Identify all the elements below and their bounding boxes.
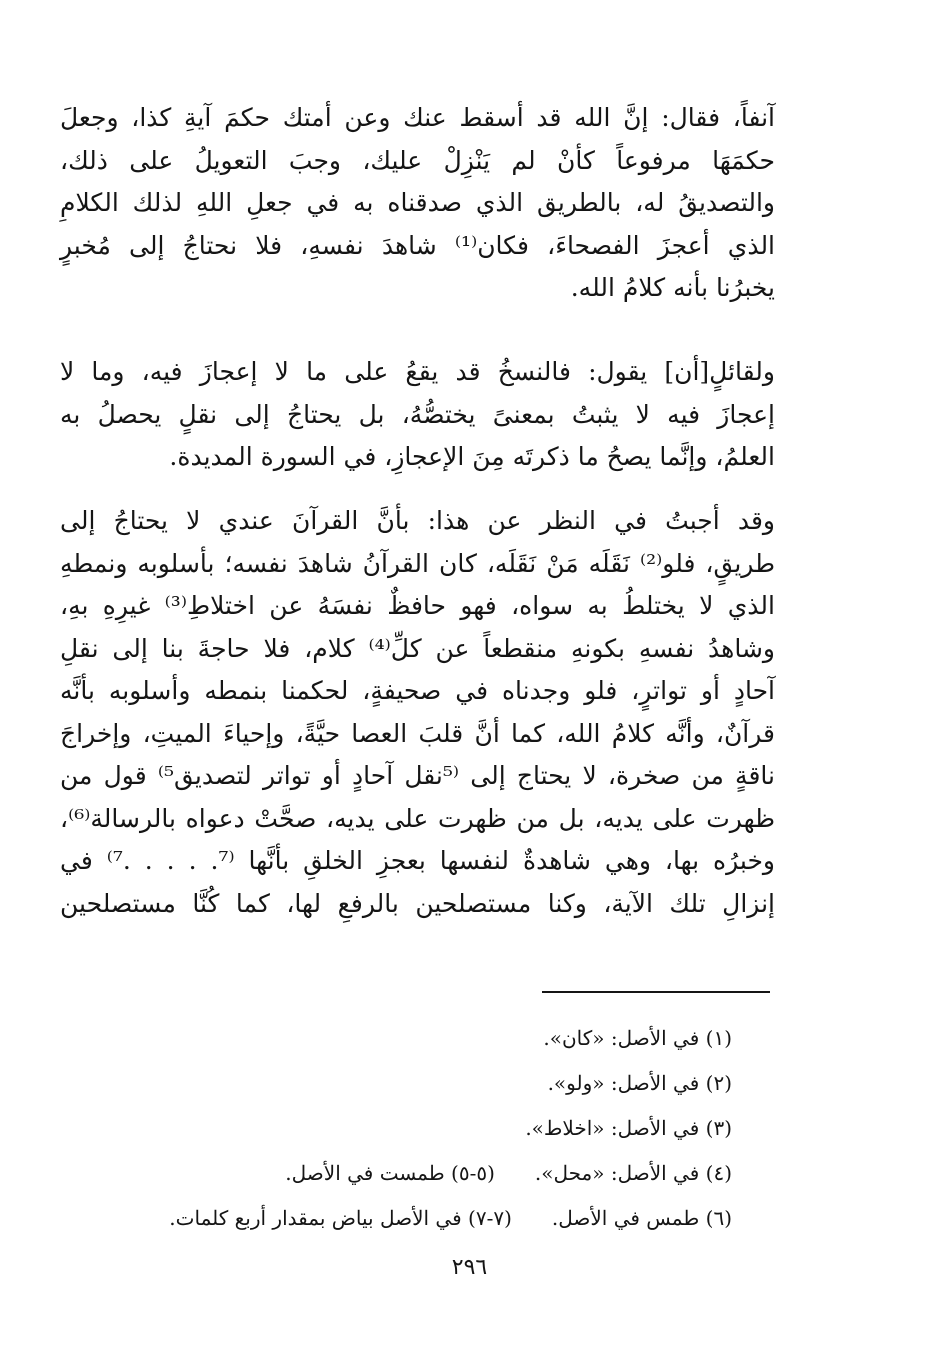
page-number: ٢٩٦	[451, 1255, 488, 1280]
text-line: طريقٍ، فلو⁽²⁾ نَقَلَه مَنْ نَقَلَه، كان القرآنُ شاهدَ نفسه؛ بأسلوبه ونمطهِ	[60, 548, 776, 578]
paragraph-3	[60, 500, 775, 925]
text-line: وشاهدُ نفسهِ بكونهِ منقطعاً عن كلِّ⁽⁴⁾ كلام، فلا حاجةَ بنا إلى نقلِ	[60, 633, 775, 663]
text-line: الذي لا يختلطُ به سواه، فهو حافظٌ نفسَهُ عن اختلاطِ⁽³⁾ غيرِهِ بهِ،	[60, 591, 775, 620]
footnote: (٦) طمس في الأصل.	[551, 1206, 732, 1230]
footnote: (٥-٥) طمست في الأصل.	[285, 1161, 495, 1185]
footnote-gap	[495, 1151, 535, 1196]
text-line: ناقةٍ من صخرة، لا يحتاج إلى ⁽⁵نقل آحادٍ أو تواتر لتصديق⁵⁾ قول من	[60, 761, 775, 790]
footnote-separator	[542, 991, 770, 993]
footnote-row	[60, 1016, 732, 1061]
text-line: آنفاً، فقال: إنَّ الله قد أسقط عنك وعن أمتك حكمَ آيةِ كذا، وجعلَ	[60, 103, 775, 132]
footnote-row	[60, 1106, 732, 1151]
footnote: (١) في الأصل: «كان».	[543, 1026, 732, 1050]
paragraph-1	[60, 97, 775, 310]
text-line: حكمَهَا مرفوعاً كأنْ لم يَنْزِلْ عليك، وجبَ التعويلُ على ذلك،	[60, 145, 775, 175]
text-line: ظهرت على يديه، بل من ظهرت على يديه، صحَّتْ دعواه بالرسالة⁽⁶⁾،	[60, 803, 775, 833]
text-line: الذي أعجزَ الفصحاءَ، فكان⁽¹⁾ شاهدَ نفسهِ، فلا نحتاجُ إلى مُخبرٍ	[60, 230, 776, 260]
footnote: (٢) في الأصل: «ولو».	[547, 1071, 732, 1095]
footnote-row	[60, 1151, 732, 1196]
text-line: إنزالِ تلك الآية، وكنا مستصلحين بالرفعِ لها، كما كُنَّا مستصلحين	[60, 888, 775, 918]
text-line: والتصديقُ له، بالطريق الذي صدقناه به في جعلِ اللهِ لذلك الكلامِ	[60, 188, 775, 217]
text-line: العلمُ، وإنَّما يصحُ ما ذكرتَه مِنَ الإعجازِ، في السورة المديدة.	[169, 442, 775, 471]
paragraph-2	[60, 351, 775, 479]
footnote: (٧-٧) في الأصل بياض بمقدار أربع كلمات.	[169, 1206, 512, 1230]
footnote-row	[60, 1196, 732, 1241]
text-line: قرآنٌ، وأنَّه كلامُ الله، كما أنَّ قلبَ العصا حيَّةً، وإحياءَ الميتِ، وإخراجَ	[60, 718, 775, 748]
text-line: وقد أجبتُ في النظر عن هذا: بأنَّ القرآنَ عندي لا يحتاجُ إلى	[60, 506, 775, 535]
footnote-row	[60, 1061, 732, 1106]
text-line: آحادٍ أو تواترٍ، فلو وجدناه في صحيفةٍ، لحكمنا بنمطه وأسلوبه بأنَّه	[60, 676, 775, 705]
footnote: (٣) في الأصل: «اخلاط».	[525, 1116, 732, 1140]
footnote: (٤) في الأصل: «محل».	[534, 1161, 732, 1185]
footnotes	[60, 1016, 732, 1241]
text-line: يخبرُنا بأنه كلامُ الله.	[570, 273, 775, 302]
text-line: وخبرُه بها، وهي شاهدةٌ لنفسها بعجزِ الخلقِ بأنَّها ⁽⁷. . . . .⁷⁾ في	[60, 846, 775, 875]
footnote-gap	[512, 1196, 552, 1241]
text-line: إعجازَ فيه لا يثبتُ بمعنىً يختصُّهُ، بل يحتاجُ إلى نقلٍ يحصلُ به	[60, 399, 775, 429]
text-line: ولقائلٍ[أن] يقول: فالنسخُ قد يقعُ على ما لا إعجازَ فيه، وما لا	[60, 357, 775, 386]
